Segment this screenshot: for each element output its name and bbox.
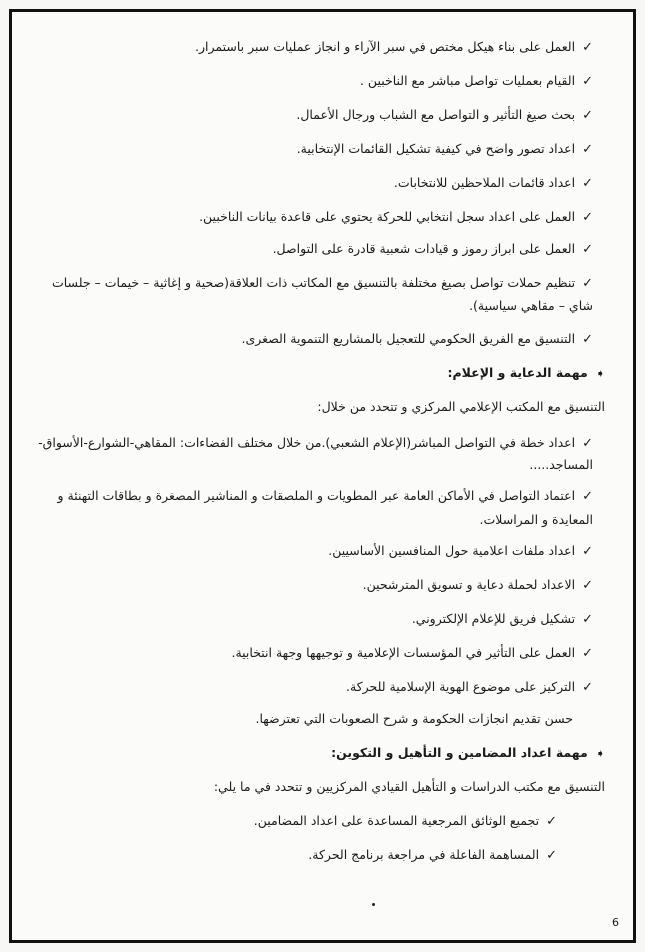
arrow-bullet-icon: ➧ [595,747,605,760]
section-heading: ➧مهمة اعداد المضامين و التأهيل و التكوين: [331,745,605,760]
list-item: ✓بحث صيغ التأثير و التواصل مع الشباب ورجال الأعمال. [296,107,593,123]
check-icon: ✓ [582,489,593,504]
check-icon: ✓ [582,332,593,347]
list-item: ✓اعداد ملفات اعلامية حول المنافسين الأساسيين. [328,543,593,559]
check-icon: ✓ [582,578,593,593]
list-item: ✓العمل على ابراز رموز و قيادات شعبية قادرة على التواصل. [272,241,593,257]
list-item: ✓التركيز على موضوع الهوية الإسلامية للحركة. [346,679,593,695]
list-item: ✓التنسيق مع الفريق الحكومي للتعجيل بالمشاريع التنموية الصغرى. [241,331,593,347]
list-item: ✓العمل على اعداد سجل انتخابي للحركة يحتوي على قاعدة بيانات الناخبين. [199,209,593,225]
list-item: ✓اعداد تصور واضح في كيفية تشكيل القائمات الإنتخابية. [296,141,593,157]
page-number: 6 [612,916,619,929]
list-item: ✓اعتماد التواصل في الأماكن العامة عبر المطويات و الملصقات و المناشير المصغرة و بطاقات التهنئة و المعايدة و المراسلات. [33,484,593,531]
check-icon: ✓ [582,612,593,627]
check-icon: ✓ [582,242,593,257]
check-icon: ✓ [582,40,593,55]
check-icon: ✓ [582,210,593,225]
list-item: ✓العمل على التأثير في المؤسسات الإعلامية و توجيهها وجهة انتخابية. [231,645,593,661]
arrow-bullet-icon: ➧ [595,367,605,380]
list-item: ✓اعداد قائمات الملاحظين للانتخابات. [393,175,593,191]
list-item: ✓القيام بعمليات تواصل مباشر مع الناخبين . [359,73,593,89]
check-icon: ✓ [582,436,593,451]
section-intro: التنسيق مع مكتب الدراسات و التأهيل القيادي المركزيين و تتحدد في ما يلي: [213,779,605,794]
section-heading: ➧مهمة الدعاية و الإعلام: [447,365,605,380]
list-item: ✓العمل على بناء هيكل مختص في سبر الآراء و انجاز عمليات سبر باستمرار. [194,39,593,55]
list-item: ✓تشكيل فريق للإعلام الإلكتروني. [411,611,593,627]
list-item-plain: حسن تقديم انجازات الحكومة و شرح الصعوبات التي تعترضها. [255,711,573,726]
list-item: ✓المساهمة الفاعلة في مراجعة برنامج الحركة. [308,847,557,863]
check-icon: ✓ [582,176,593,191]
check-icon: ✓ [582,142,593,157]
check-icon: ✓ [546,814,557,829]
check-icon: ✓ [582,646,593,661]
check-icon: ✓ [582,276,593,291]
check-icon: ✓ [582,74,593,89]
check-icon: ✓ [582,108,593,123]
section-intro: التنسيق مع المكتب الإعلامي المركزي و تتحدد من خلال: [317,399,605,414]
check-icon: ✓ [582,680,593,695]
list-item: ✓تنظيم حملات تواصل بصيغ مختلفة بالتنسيق مع المكاتب ذات العلاقة(صحية و إغاثية – خيمات – جلسات شاي – مقاهي سياسية). [51,275,593,313]
list-item: ✓الاعداد لحملة دعاية و تسويق المترشحين. [362,577,593,593]
stray-dot [372,903,375,906]
list-item: ✓اعداد خطة في التواصل المباشر(الإعلام الشعبي).من خلال مختلف الفضاءات: المقاهي-الشوارع-الأسواق-المساجد..... [38,435,593,472]
list-item: ✓تجميع الوثائق المرجعية المساعدة على اعداد المضامين. [253,813,557,829]
check-icon: ✓ [546,848,557,863]
check-icon: ✓ [582,544,593,559]
